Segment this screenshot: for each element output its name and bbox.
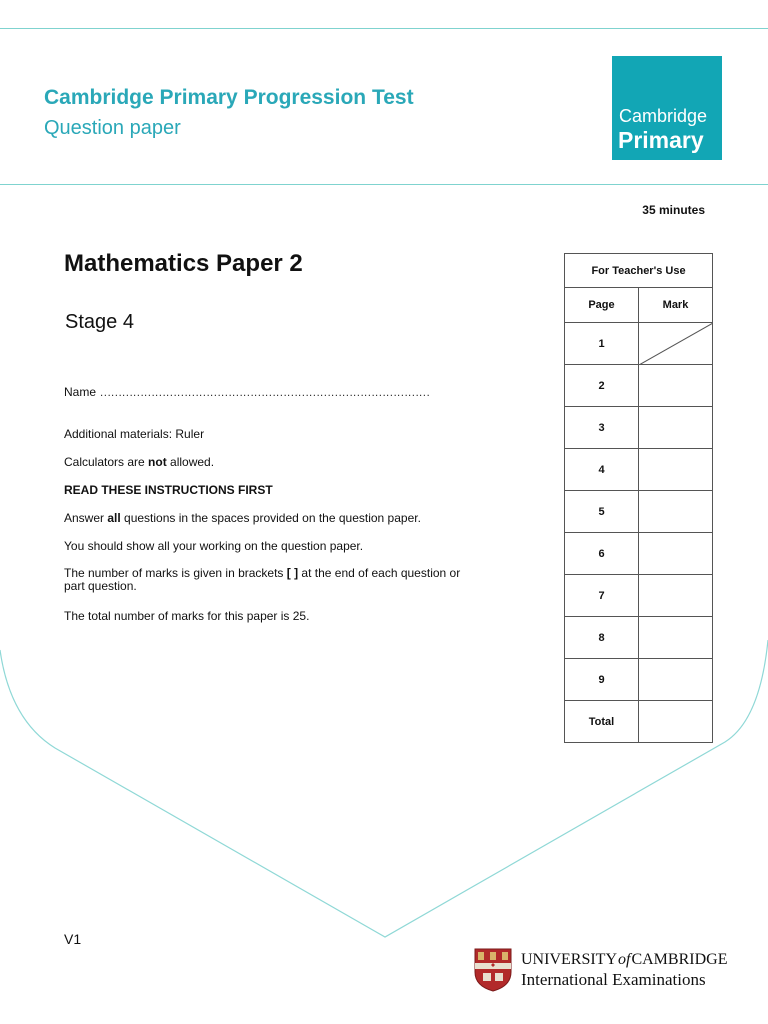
subject-title: Mathematics Paper 2 [64,250,303,277]
instruction-marks-emph: [ ] [286,566,299,580]
mark-cell-struck [639,323,713,365]
page-number: 7 [565,575,639,617]
university-name-b: CAMBRIDGE [631,951,728,968]
cambridge-primary-logo [612,56,722,160]
calculators-emph: not [148,455,167,469]
teacher-table-heading: For Teacher's Use [565,254,713,288]
mark-cell[interactable] [639,407,713,449]
mark-cell[interactable] [639,617,713,659]
total-mark-cell[interactable] [639,701,713,743]
university-name-a: UNIVERSITY [521,951,617,968]
duration: 35 minutes [642,203,705,217]
version-label: V1 [64,931,82,947]
page-number: 3 [565,407,639,449]
diagonal-strike [639,323,713,365]
instruction-marks-b: at the end of each question or part question. [64,566,461,593]
instruction-answer-a: Answer [64,511,108,525]
header-bottom-rule [0,184,768,185]
instruction-total: The total number of marks for this paper is 25. [64,609,310,623]
university-crest-icon [474,948,512,992]
instructions-heading: READ THESE INSTRUCTIONS FIRST [64,483,273,497]
mark-cell[interactable] [639,449,713,491]
calculators-text-a: Calculators are [64,455,149,469]
university-name-of: of [618,951,631,968]
university-name [521,951,727,969]
instruction-marks [64,567,484,593]
additional-materials: Additional materials: Ruler [64,427,205,441]
page-number: 1 [565,323,639,365]
page-number: 9 [565,659,639,701]
name-dots: ……………………………………………………………………………… [99,385,430,399]
mark-cell[interactable] [639,533,713,575]
name-label: Name [64,385,97,399]
logo-line-2: Primary [618,127,704,153]
stage-label: Stage 4 [65,311,134,333]
instruction-answer-b: questions in the spaces provided on the question paper. [120,511,421,525]
top-rule [0,28,768,29]
instruction-working: You should show all your working on the question paper. [64,539,364,553]
page-number: 4 [565,449,639,491]
page-number: 2 [565,365,639,407]
logo-line-1: Cambridge [619,106,708,126]
instruction-answer-emph: all [107,511,121,525]
mark-cell[interactable] [639,575,713,617]
mark-cell[interactable] [639,491,713,533]
mark-cell[interactable] [639,365,713,407]
page-number: 6 [565,533,639,575]
name-field [64,385,474,399]
page-number: 5 [565,491,639,533]
calculators-text-b: allowed. [166,455,215,469]
instruction-marks-a: The number of marks is given in brackets [64,566,287,580]
paper-series-title: Cambridge Primary Progression Test [44,86,414,109]
column-header-page: Page [565,288,639,323]
instruction-answer [64,511,421,525]
calculators-rule [64,455,214,469]
international-examinations: International Examinations [521,970,706,989]
column-header-mark: Mark [639,288,713,323]
teacher-use-table [564,253,713,743]
total-label: Total [565,701,639,743]
paper-type-subtitle: Question paper [44,117,181,139]
mark-cell[interactable] [639,659,713,701]
page-number: 8 [565,617,639,659]
